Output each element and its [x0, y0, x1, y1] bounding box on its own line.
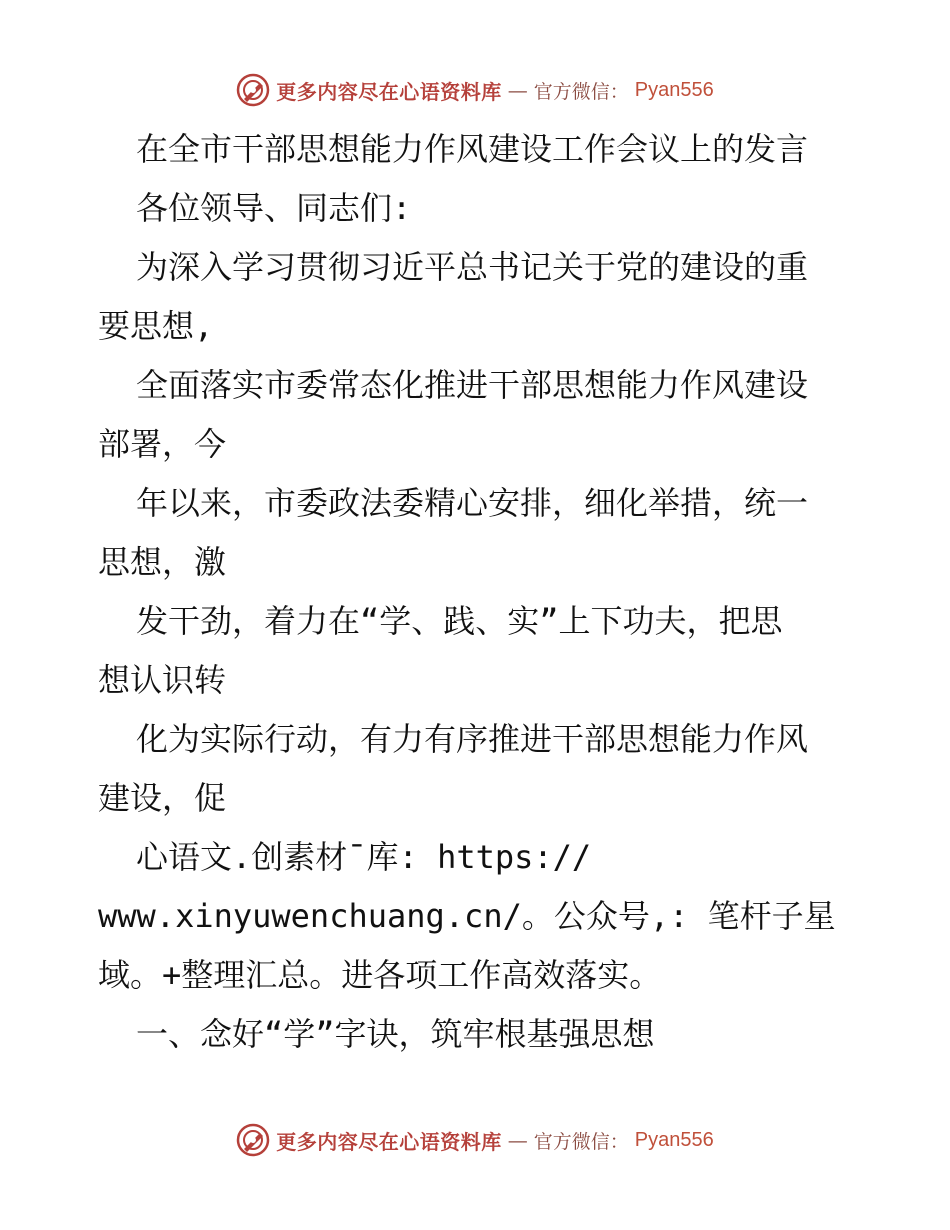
- paragraph-line: 思想，激: [98, 543, 227, 581]
- paragraph-line: 要思想,: [98, 307, 214, 345]
- source-line: 心语文.创素材¯库: https://: [136, 838, 592, 876]
- brand-logo-icon: [236, 73, 270, 107]
- banner-wechat-label: 官方微信：: [533, 80, 629, 103]
- banner-text: 更多内容尽在心语资料库: [276, 79, 502, 104]
- paragraph-line: 域。+整理汇总。进各项工作高效落实。: [98, 956, 662, 994]
- paragraph-line: 想认识转: [98, 661, 227, 699]
- document-title: 在全市干部思想能力作风建设工作会议上的发言: [136, 130, 809, 168]
- section-heading: 一、念好“学”字诀，筑牢根基强思想: [136, 1015, 655, 1053]
- banner-text: 更多内容尽在心语资料库: [276, 1129, 502, 1154]
- document-body: [98, 120, 858, 1064]
- banner-wechat-id: Pyan556: [634, 1128, 714, 1151]
- paragraph-line: 年以来，市委政法委精心安排，细化举措，统一: [136, 484, 809, 522]
- paragraph-line: 为深入学习贯彻习近平总书记关于党的建设的重: [136, 248, 809, 286]
- footer-watermark-banner: [0, 1120, 950, 1160]
- paragraph-line: 建设，促: [98, 779, 227, 817]
- banner-wechat-id: Pyan556: [634, 78, 714, 101]
- paragraph-line: 发干劲，着力在“学、践、实”上下功夫，把思: [136, 602, 783, 640]
- salutation: 各位领导、同志们:: [136, 189, 412, 227]
- banner-separator: —: [507, 78, 528, 102]
- banner-separator: —: [507, 1128, 528, 1152]
- header-watermark-banner: [0, 70, 950, 110]
- paragraph-line: 部署，今: [98, 425, 227, 463]
- brand-logo-icon: [236, 1123, 270, 1157]
- paragraph-line: 化为实际行动，有力有序推进干部思想能力作风: [136, 720, 809, 758]
- paragraph-line: 全面落实市委常态化推进干部思想能力作风建设: [136, 366, 809, 404]
- banner-wechat-label: 官方微信：: [533, 1130, 629, 1153]
- source-url-line: www.xinyuwenchuang.cn/。公众号,: 笔杆子星: [98, 897, 836, 935]
